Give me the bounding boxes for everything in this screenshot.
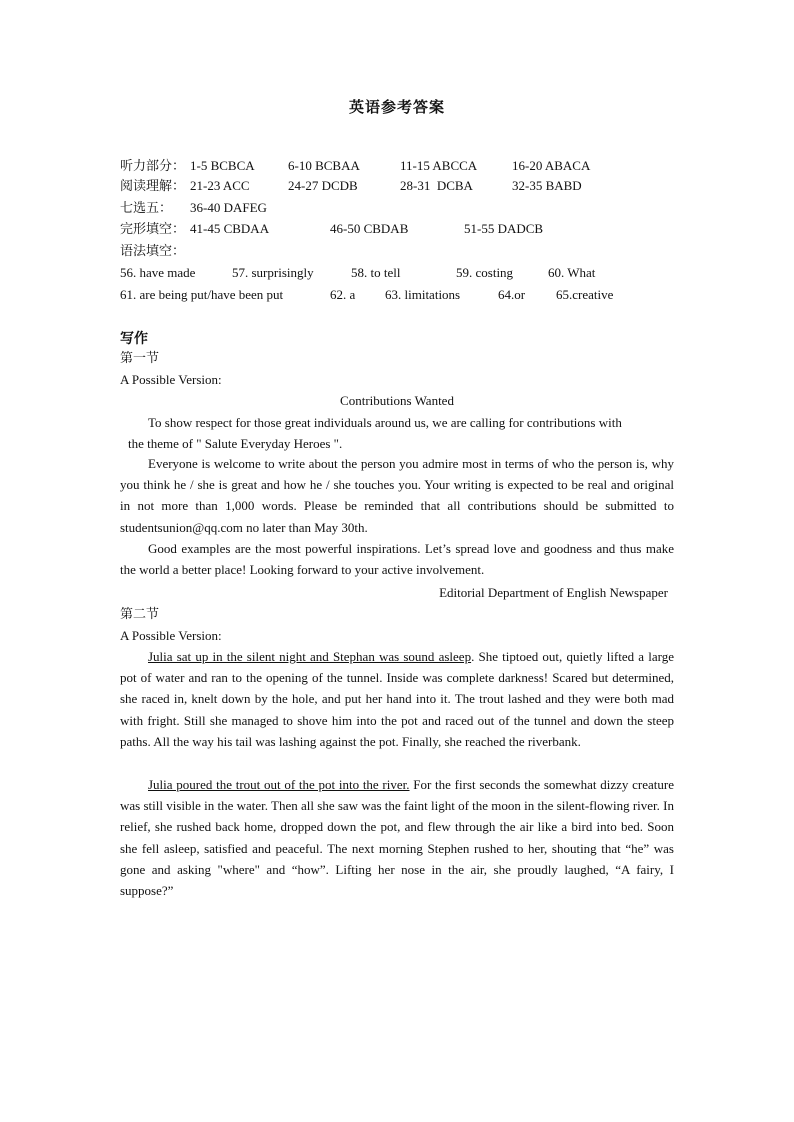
answer-group: 51-55 DADCB bbox=[464, 221, 544, 236]
answer-group: 16-20 ABACA bbox=[512, 158, 591, 173]
answer-group: 1-5 BCBCA bbox=[190, 158, 255, 173]
grammar-answer: 60. What bbox=[548, 265, 596, 280]
essay-title: Contributions Wanted bbox=[340, 393, 454, 408]
answer-row-listening bbox=[120, 158, 185, 174]
grammar-answer: 56. have made bbox=[120, 265, 196, 280]
story-paragraph bbox=[120, 646, 674, 752]
answer-group: 28-31 DCBA bbox=[400, 178, 473, 193]
answer-group: 24-27 DCDB bbox=[288, 178, 358, 193]
essay-p1-line1: To show respect for those great individuals around us, we are calling for contributions with bbox=[148, 415, 622, 430]
answer-row-seven bbox=[120, 200, 172, 216]
part1-label: 第一节 bbox=[120, 350, 160, 365]
grammar-answer: 59. costing bbox=[456, 265, 514, 280]
answer-row-cloze bbox=[120, 221, 185, 237]
essay-signature: Editorial Department of English Newspaper bbox=[439, 585, 668, 600]
part1-version: A Possible Version: bbox=[120, 372, 222, 387]
essay-paragraph: Everyone is welcome to write about the person you admire most in terms of who the person is, why you think he / she is great and how he / she touches you. Your writing is expected to be real and original in not more than 1,000 words. Please be reminded that all contributions should be submitted to studentsunion@qq.com no later than May 30th. bbox=[120, 456, 674, 535]
story-underlined-sentence: Julia poured the trout out of the pot into the river. bbox=[148, 777, 410, 792]
answer-group: 6-10 BCBAA bbox=[288, 158, 360, 173]
grammar-answer: 64.or bbox=[498, 287, 526, 302]
writing-heading: 写作 bbox=[120, 332, 148, 347]
part2-version: A Possible Version: bbox=[120, 628, 222, 643]
grammar-answer: 65.creative bbox=[556, 287, 614, 302]
story-text: For the first seconds the somewhat dizzy creature was still visible in the water. Then all she saw was the faint light of the moon in the silent-flowing river. In relief, she rushed back home, dropped down the pot, and flew through the air like a bird into bed. Soon she fell asleep, satisfied and peaceful. The next morning Stephen rushed to her, shouting that “he” was gone and asking "where" and “how”. Lifting her nose in the air, she proudly laughed, “A fairy, I suppose?” bbox=[120, 777, 674, 899]
grammar-answer: 62. a bbox=[330, 287, 356, 302]
answer-group: 41-45 CBDAA bbox=[190, 221, 270, 236]
answer-label: 阅读理解： bbox=[120, 178, 186, 193]
story-underlined-sentence: Julia sat up in the silent night and Stephan was sound asleep bbox=[148, 649, 472, 664]
answer-group: 36-40 DAFEG bbox=[190, 200, 267, 215]
grammar-answer: 58. to tell bbox=[351, 265, 401, 280]
part2-label: 第二节 bbox=[120, 606, 160, 621]
answer-label: 语法填空： bbox=[120, 243, 186, 258]
answer-label: 完形填空： bbox=[120, 221, 186, 236]
grammar-answer: 57. surprisingly bbox=[232, 265, 314, 280]
answer-group: 21-23 ACC bbox=[190, 178, 250, 193]
page-title: 英语参考答案 bbox=[348, 100, 445, 116]
answer-group: 46-50 CBDAB bbox=[330, 221, 409, 236]
grammar-answer: 61. are being put/have been put bbox=[120, 287, 284, 302]
answer-row-grammar-label bbox=[120, 243, 185, 259]
answer-group: 32-35 BABD bbox=[512, 178, 582, 193]
answer-group: 11-15 ABCCA bbox=[400, 158, 478, 173]
answer-label: 七选五： bbox=[120, 200, 173, 215]
story-text: . She tiptoed out, quietly lifted a large pot of water and ran to the opening of the tunnel. Inside was complete darkness! Scared but determined, she raced in, knelt down by the hole, and put her hand into it. The trout lashed and they were both mad with fright. Still she managed to shove him into the pot and raced out of the tunnel and down the steep paths. All the way his tail was lashing against the pot. Finally, she reached the riverbank. bbox=[120, 649, 674, 749]
answer-row-reading bbox=[120, 178, 185, 194]
grammar-answer: 63. limitations bbox=[385, 287, 461, 302]
story-paragraph bbox=[120, 774, 674, 901]
essay-p1-line2: the theme of " Salute Everyday Heroes ". bbox=[128, 436, 343, 451]
answer-label: 听力部分： bbox=[120, 158, 186, 173]
essay-paragraph: Good examples are the most powerful inspirations. Let’s spread love and goodness and thus make the world a better place! Looking forward to your active involvement. bbox=[120, 541, 674, 578]
